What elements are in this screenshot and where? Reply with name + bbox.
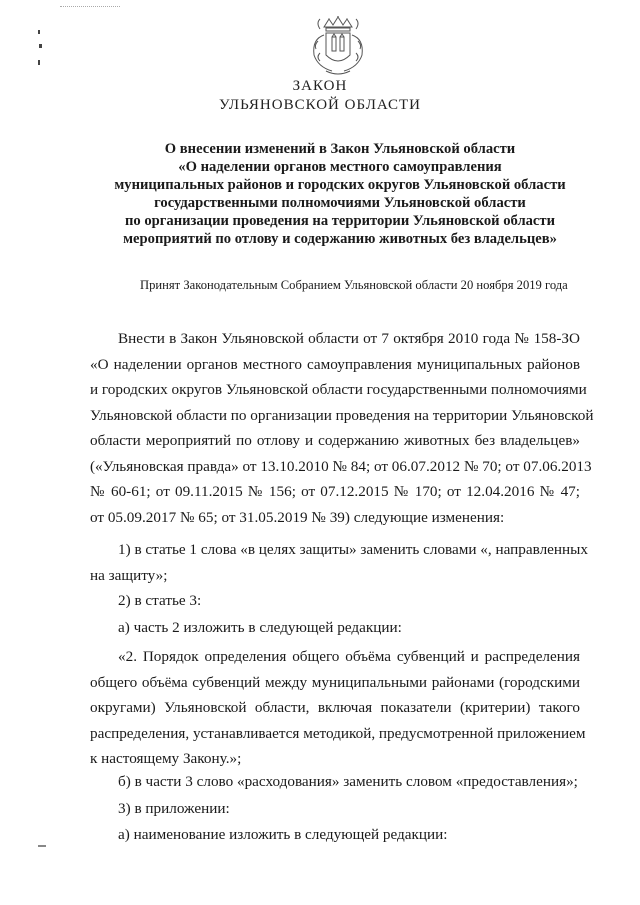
region-heading: УЛЬЯНОВСКОЙ ОБЛАСТИ	[219, 97, 421, 113]
title-line: государственными полномочиями Ульяновской области	[154, 195, 526, 211]
scan-artifact-margin	[36, 30, 42, 80]
coat-of-arms-icon	[302, 15, 374, 79]
paragraph-line: «2. Порядок определения общего объёма субвенций и распределения	[118, 648, 580, 665]
law-title	[70, 140, 610, 248]
paragraph-line: к настоящему Закону.»;	[90, 750, 242, 767]
paragraph-line: округами) Ульяновской области, включая показатели (критерии) такого	[90, 699, 580, 716]
quoted-amendment	[90, 644, 586, 772]
paragraph-line: и городских округов Ульяновской области государственными полномочиями	[90, 381, 587, 398]
paragraph-line: Ульяновской области по организации проведения на территории Ульяновской	[90, 406, 594, 424]
title-line: муниципальных районов и городских округов Ульяновской области	[114, 177, 566, 193]
intro-paragraph	[90, 326, 594, 530]
paragraph-line: от 05.09.2017 № 65; от 31.05.2019 № 39) следующие изменения:	[90, 508, 505, 526]
adoption-statement: Принят Законодательным Собранием Ульяновской области 20 ноября 2019 года	[140, 278, 568, 292]
paragraph-line: № 60-61; от 09.11.2015 № 156; от 07.12.2015 № 170; от 12.04.2016 № 47;	[90, 483, 580, 500]
item-2: 2) в статье 3:	[118, 592, 202, 609]
paragraph-line: общего объёма субвенций между муниципальными районами (городскими	[90, 673, 580, 691]
item-1	[90, 537, 588, 588]
paragraph-line: Внести в Закон Ульяновской области от 7 октября 2010 года № 158-ЗО	[118, 330, 580, 347]
item-2b: б) в части 3 слово «расходования» заменить словом «предоставления»;	[118, 773, 578, 790]
paragraph-line: «О наделении органов местного самоуправления муниципальных районов	[90, 355, 580, 373]
scan-artifact-top	[60, 6, 120, 9]
item-3a: а) наименование изложить в следующей редакции:	[118, 826, 448, 843]
scan-artifact-bottom	[38, 845, 46, 847]
paragraph-line: («Ульяновская правда» от 13.10.2010 № 84; от 06.07.2012 № 70; от 07.06.2013	[90, 457, 592, 475]
title-line: по организации проведения на территории Ульяновской области	[125, 213, 555, 229]
paragraph-line: 1) в статье 1 слова «в целях защиты» заменить словами «, направленных	[118, 541, 588, 558]
law-type-heading: ЗАКОН	[292, 78, 348, 94]
item-2a: а) часть 2 изложить в следующей редакции:	[118, 619, 402, 636]
paragraph-line: области мероприятий по отлову и содержанию животных без владельцев»	[90, 432, 580, 449]
title-line: О внесении изменений в Закон Ульяновской области	[164, 141, 516, 157]
title-line: «О наделении органов местного самоуправления	[178, 159, 502, 175]
title-line: мероприятий по отлову и содержанию животных без владельцев»	[123, 231, 557, 247]
paragraph-line: на защиту»;	[90, 566, 168, 584]
paragraph-line: распределения, устанавливается методикой, предусмотренной приложением	[90, 724, 586, 742]
item-3: 3) в приложении:	[118, 800, 230, 817]
